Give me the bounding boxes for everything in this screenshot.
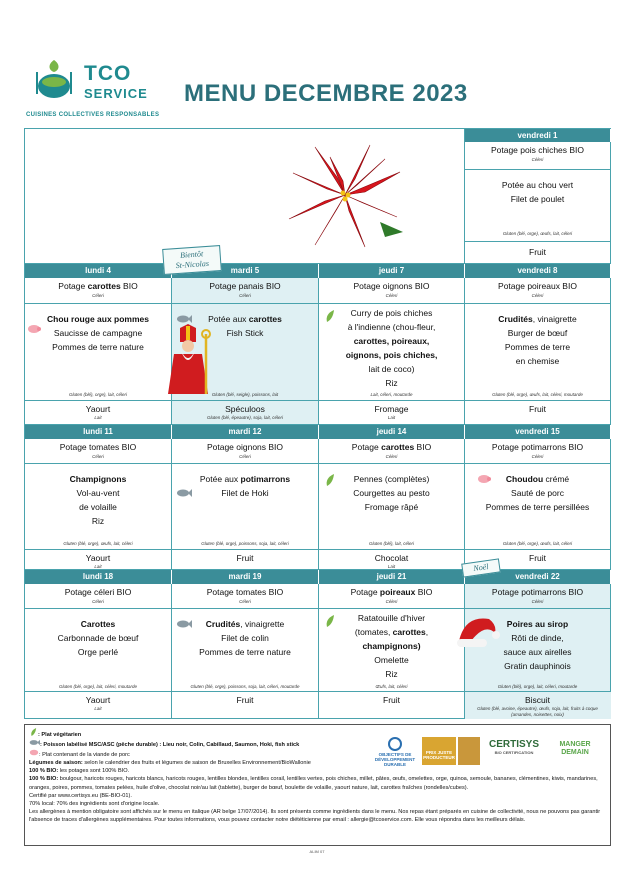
main-line: champignons) xyxy=(362,641,421,651)
main-line: Poires au sirop xyxy=(506,619,569,629)
header-lundi-11: lundi 11 xyxy=(25,425,172,439)
document-ref: ALIM 07 xyxy=(309,849,325,854)
main-line: lait de coco) xyxy=(368,364,415,374)
soup-d21 xyxy=(319,584,465,609)
santa-hat-icon xyxy=(455,613,501,651)
poinsettia-icon xyxy=(285,137,405,252)
dessert-d14 xyxy=(319,550,465,570)
brand-name: TCO xyxy=(84,62,132,85)
soup-allergen: Céleri xyxy=(239,599,251,604)
vegetarian-icon xyxy=(325,310,335,322)
main-line: Fish Stick xyxy=(226,328,264,338)
allergen-d1: Gluten (blé, orge), œufs, lait, céleri xyxy=(502,231,573,236)
dessert-allergen: Lait xyxy=(94,706,102,711)
certisys-logo: CERTISYS BIO CERTIFICATION xyxy=(488,739,539,756)
main-line: Riz xyxy=(91,516,105,526)
soup-allergen: Céleri xyxy=(92,293,104,298)
legend-veg: : Plat végétarien xyxy=(29,728,606,739)
main-line: Riz xyxy=(385,378,398,388)
main-d19 xyxy=(172,609,319,692)
main-line: Filet de Hoki xyxy=(221,488,269,498)
poinsettia-area xyxy=(25,129,465,264)
dessert-name: Fruit xyxy=(529,404,546,414)
noel-badge: Noël xyxy=(461,558,501,577)
soup-d19 xyxy=(172,584,319,609)
main-d1 xyxy=(465,170,611,242)
main-d5 xyxy=(172,304,319,401)
vegetarian-icon xyxy=(29,728,38,736)
soup-allergen: Céleri xyxy=(385,293,398,298)
dessert-name: Yaourt xyxy=(85,404,111,414)
dessert-d11 xyxy=(25,550,172,570)
header-jeudi-21: jeudi 21 xyxy=(319,570,465,584)
main-line: Potée aux carottes xyxy=(208,314,282,324)
sdg-wheel-icon xyxy=(388,737,402,751)
main-line: Curry de pois chiches xyxy=(350,308,433,318)
dessert-d4 xyxy=(25,401,172,425)
main-d22 xyxy=(465,609,611,692)
pork-icon xyxy=(29,749,39,756)
main-line: Gratin dauphinois xyxy=(504,661,571,671)
main-line: Filet de poulet xyxy=(510,194,565,204)
dessert-allergen: Lait xyxy=(387,415,396,420)
header-mardi-19: mardi 19 xyxy=(172,570,319,584)
soup-allergen: Céleri xyxy=(92,599,104,604)
brand-tagline: CUISINES COLLECTIVES RESPONSABLES xyxy=(26,112,160,118)
dessert-d12 xyxy=(172,550,319,570)
fish-icon xyxy=(29,739,40,746)
dessert-allergen: Lait xyxy=(94,564,102,569)
soup-allergen: Céleri xyxy=(385,454,398,459)
header-vendredi-1: vendredi 1 xyxy=(465,129,611,142)
dessert-name: Fruit xyxy=(236,553,254,563)
allergen-d15: Gluten (blé, orge), œufs, lait, céleri xyxy=(502,541,573,546)
header-vendredi-15: vendredi 15 xyxy=(465,425,611,439)
main-d15 xyxy=(465,464,611,550)
main-line: Pennes (complètes) xyxy=(353,474,430,484)
allergen-d5: Gluten (blé, seigle), poissons, lait xyxy=(211,392,279,397)
main-d7 xyxy=(319,304,465,401)
main-line: Sauté de porc xyxy=(511,488,564,498)
fish-icon xyxy=(176,619,192,629)
dessert-name: Spéculoos xyxy=(225,404,265,414)
header-jeudi-7: jeudi 7 xyxy=(319,264,465,278)
main-line: Pommes de terre persillées xyxy=(485,502,590,512)
soup-allergen: Céleri xyxy=(239,454,251,459)
badge-line: St-Nicolas xyxy=(175,258,210,271)
soup-name: Potage potimarrons BIO xyxy=(491,587,584,597)
header-vendredi-22: vendredi 22 xyxy=(465,570,611,584)
main-line: carottes, poireaux, xyxy=(353,336,430,346)
dessert-name: Fruit xyxy=(236,695,254,705)
header-mardi-5: mardi 5 xyxy=(172,264,319,278)
menu-grid xyxy=(24,128,611,719)
soup-d8 xyxy=(465,278,611,304)
fish-icon xyxy=(176,488,192,498)
soup-d22 xyxy=(465,584,611,609)
soup-name: Potage tomates BIO xyxy=(206,587,284,597)
allergen-d14: Gluten (blé), lait, céleri xyxy=(368,541,415,546)
allergen-d11: Gluten (blé, orge), œufs, lait, céleri xyxy=(63,541,133,546)
dessert-name: Fruit xyxy=(383,695,400,705)
main-line: Rôti de dinde, xyxy=(511,633,564,643)
main-d4 xyxy=(25,304,172,401)
main-d18 xyxy=(25,609,172,692)
pork-icon xyxy=(27,324,41,334)
main-line: Ratatouille d'hiver xyxy=(357,613,426,623)
main-d8 xyxy=(465,304,611,401)
header-jeudi-14: jeudi 14 xyxy=(319,425,465,439)
pork-icon xyxy=(477,474,491,484)
dessert-allergen: Lait xyxy=(387,564,396,569)
main-line: Burger de bœuf xyxy=(507,328,568,338)
partner-logos xyxy=(370,733,602,769)
st-nicolas-badge xyxy=(162,245,222,275)
main-d12 xyxy=(172,464,319,550)
header-lundi-4: lundi 4 xyxy=(25,264,172,278)
vegetarian-icon xyxy=(325,615,335,627)
main-line: Courgettes au pesto xyxy=(353,488,430,498)
main-line: Orge perlé xyxy=(77,647,119,657)
main-line: Potée au chou vert xyxy=(501,180,574,190)
legend-bio100b: 100 % BIO: boulgour, haricots rouges, haricots blancs, haricots rouges, lentilles blondes, lentilles corail, lentilles vertes, pois chiches, millet, pâtes, œufs, omelettes, orge, quinoa, semoule, bananes, clémentines, kiwis, mandarines, oranges, poires, pommes, tomates pelées, huile d'olive, chocolat noir/au lait (tablette), burger de bœuf, boulette de volaille, yaourt nature, lait, carottes fraîches (rondelles/cubes). xyxy=(29,776,598,791)
sdg12-logo xyxy=(458,737,480,765)
main-line: de volaille xyxy=(79,502,117,512)
odd-logo: OBJECTIFS DE DÉVELOPPEMENT DURABLE xyxy=(370,737,420,767)
dessert-name: Chocolat xyxy=(374,553,409,563)
main-line: Pommes de terre nature xyxy=(199,647,291,657)
dessert-d21 xyxy=(319,692,465,719)
soup-d12 xyxy=(172,439,319,464)
main-d11 xyxy=(25,464,172,550)
main-line: Fromage râpé xyxy=(364,502,419,512)
dessert-allergen: Gluten (blé, épeautre), soja, lait, céleri xyxy=(206,415,284,420)
dessert-name: Yaourt xyxy=(85,553,111,563)
prix-juste-logo: PRIX JUSTE PRODUCTEUR xyxy=(422,737,456,765)
dessert-name: Biscuit xyxy=(524,695,551,705)
dessert-name: Fromage xyxy=(374,404,409,414)
legend-footer xyxy=(24,724,611,846)
main-line: Potée aux potimarrons xyxy=(199,474,291,484)
dessert-d8 xyxy=(465,401,611,425)
main-d14 xyxy=(319,464,465,550)
main-line: Pommes de terre xyxy=(504,342,571,352)
allergen-d22: Gluten (blé), orge), lait, céleri, moutarde xyxy=(497,684,578,689)
main-line: Chou rouge aux pommes xyxy=(46,314,149,324)
badge-line: Bientôt xyxy=(179,249,204,260)
allergen-d18: Gluten (blé, orge), lait, céleri, moutarde xyxy=(58,684,138,689)
allergen-d7: Lait, céleri, moutarde xyxy=(370,392,413,397)
soup-d15 xyxy=(465,439,611,464)
main-line: Carbonnade de bœuf xyxy=(57,633,139,643)
main-line: Filet de colin xyxy=(221,633,269,643)
allergen-d19: Gluten (blé, orge), poissons, soja, lait, céleri, moutarde xyxy=(190,684,300,689)
soup-allergen: Céleri xyxy=(92,454,104,459)
soup-d18 xyxy=(25,584,172,609)
soup-name: Potage panais BIO xyxy=(209,281,281,291)
dessert-d1 xyxy=(465,242,611,264)
main-line: Carottes xyxy=(80,619,116,629)
soup-name: Potage tomates BIO xyxy=(59,442,137,452)
legend-allergens: Les allergènes à mention obligatoire sont affichés sur le menu en italique (AR belge 17/07/2014). Ils sont présents comme ingrédients dans le menu. Nos repas étant préparés en cuisine de collectivité, nous ne pouvons pas garantir l'absence de traces d'allergènes supplémentaires. Pour toutes informations, vous pouvez contacter notre diététicienne par email : allergie@tcoservice.com. Elle vous répondra dans les meilleurs délais. xyxy=(29,808,601,823)
dessert-name: Fruit xyxy=(529,553,546,563)
legend-local: 70% local: 70% des ingrédients sont d'origine locale. xyxy=(29,800,160,807)
header-mardi-12: mardi 12 xyxy=(172,425,319,439)
dessert-name: Yaourt xyxy=(85,695,111,705)
dessert-allergen: Gluten (blé, avoine, épeautre), œufs, soja, lait, fruits à coque (amandes, noisettes, noix) xyxy=(477,706,598,717)
legend-pork: : Plat contenant de la viande de porc xyxy=(29,749,606,759)
main-line: Riz xyxy=(385,669,398,679)
dessert-d18 xyxy=(25,692,172,719)
soup-name: Potage céleri BIO xyxy=(64,587,132,597)
tco-logo-icon xyxy=(34,58,74,102)
soup-d14 xyxy=(319,439,465,464)
main-line: Choudou crémé xyxy=(505,474,570,484)
soup-allergen: Céleri xyxy=(531,599,544,604)
fish-icon xyxy=(176,314,192,324)
main-line: sauce aux airelles xyxy=(503,647,572,657)
soup-allergen: Céleri xyxy=(385,599,398,604)
main-line: Pommes de terre nature xyxy=(52,342,144,352)
tco-logo xyxy=(26,52,160,124)
dessert-d19 xyxy=(172,692,319,719)
soup-d4 xyxy=(25,278,172,304)
soup-d1 xyxy=(465,142,611,170)
soup-allergen: Céleri xyxy=(239,293,251,298)
legend-fish: : Poisson labélisé MSC/ASC (pêche durable) : Lieu noir, Colin, Cabillaud, Saumon, Hoki, fish stick xyxy=(29,739,606,749)
main-line: Crudités, vinaigrette xyxy=(498,314,577,324)
allergen-d4: Gluten (blé), orge), lait, céleri xyxy=(68,392,128,397)
vegetarian-icon xyxy=(325,474,335,486)
legend-bio100: 100 % BIO: les potages sont 100% BIO. xyxy=(29,768,130,775)
allergen-d8: Gluten (blé, orge), œufs, lait, céleri, moutarde xyxy=(492,392,583,397)
soup-name: Potage carottes BIO xyxy=(58,281,138,291)
header-lundi-18: lundi 18 xyxy=(25,570,172,584)
soup-allergen: Céleri xyxy=(531,454,544,459)
saint-nicolas-icon xyxy=(162,324,214,396)
legend-certified: Certifié par www.certisys.eu (BE-BIO-01). xyxy=(29,792,132,799)
main-line: Champignons xyxy=(69,474,127,484)
soup-allergen: Céleri xyxy=(531,157,544,162)
main-line: Omelette xyxy=(374,655,409,665)
soup-allergen: Céleri xyxy=(531,293,544,298)
page-title: MENU DECEMBRE 2023 xyxy=(184,80,468,107)
soup-d5 xyxy=(172,278,319,304)
dessert-d5 xyxy=(172,401,319,425)
soup-name: Potage poireaux BIO xyxy=(350,587,433,597)
soup-name: Potage carottes BIO xyxy=(351,442,432,452)
soup-d11 xyxy=(25,439,172,464)
soup-name: Potage oignons BIO xyxy=(353,281,430,291)
header-vendredi-8: vendredi 8 xyxy=(465,264,611,278)
main-line: oignons, pois chiches, xyxy=(345,350,438,360)
soup-name: Potage poireaux BIO xyxy=(498,281,577,291)
manger-demain-logo: MANGER DEMAIN xyxy=(559,741,591,756)
legend-legumes: Légumes de saison: selon le calendrier des fruits et légumes de saison de Bruxelles Environnement/BioWallonie xyxy=(29,760,311,767)
main-d21 xyxy=(319,609,465,692)
dessert-allergen: Lait xyxy=(94,415,102,420)
main-line: à l'indienne (chou-fleur, xyxy=(347,322,436,332)
soup-name: Potage oignons BIO xyxy=(206,442,284,452)
main-line: Crudités, vinaigrette xyxy=(205,619,285,629)
allergen-d21: Œufs, lait, céleri xyxy=(375,684,408,689)
soup-name: Potage potimarrons BIO xyxy=(491,442,584,452)
dessert-name: Fruit xyxy=(529,247,546,257)
main-line: Saucisse de campagne xyxy=(53,328,143,338)
main-line: en chemise xyxy=(515,356,560,366)
allergen-d12: Gluten (blé, orge), poissons, soja, lait, céleri xyxy=(201,541,289,546)
main-line: Vol-au-vent xyxy=(76,488,120,498)
main-line: (tomates, carottes, xyxy=(354,627,429,637)
dessert-d22 xyxy=(465,692,611,719)
brand-sub: SERVICE xyxy=(84,86,148,101)
soup-name: Potage pois chiches BIO xyxy=(490,145,585,155)
soup-d7 xyxy=(319,278,465,304)
dessert-d7 xyxy=(319,401,465,425)
